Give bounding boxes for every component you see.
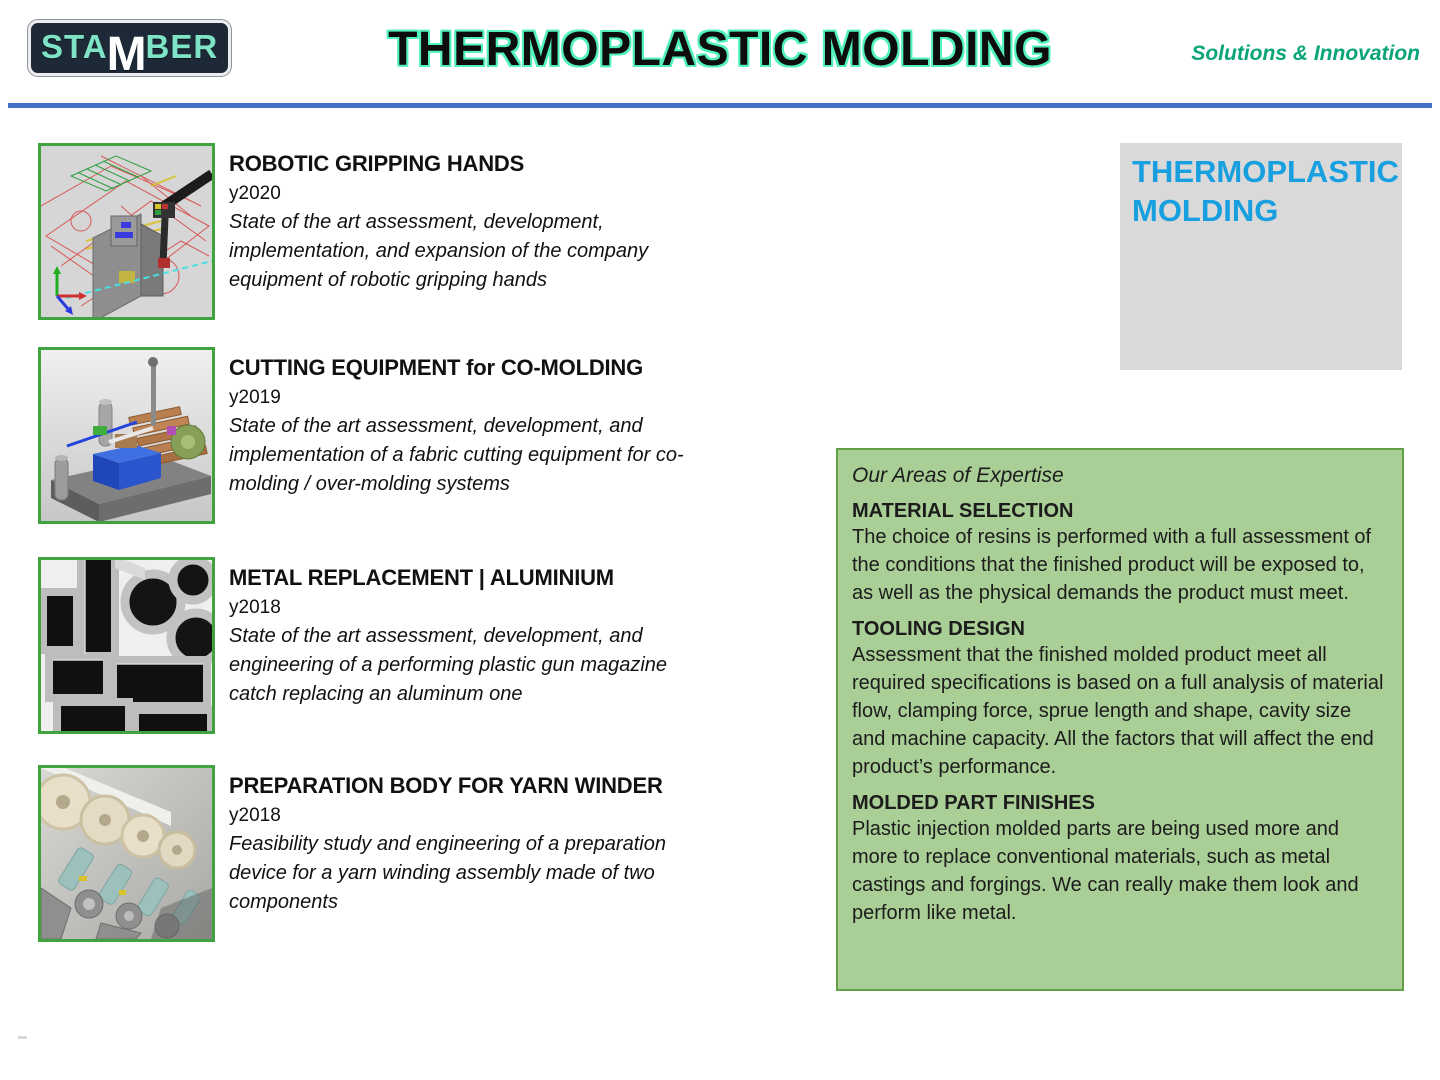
project-item-robotic-gripping-hands xyxy=(38,143,758,320)
expertise-section-molded-part-finishes xyxy=(852,792,1388,927)
project-thumbnail-metal-replacement xyxy=(38,557,215,734)
project-item-cutting-equipment xyxy=(38,347,758,524)
project-item-metal-replacement xyxy=(38,557,758,734)
project-year: y2020 xyxy=(229,183,281,204)
company-tagline: Solutions & Innovation xyxy=(1191,42,1420,65)
logo-text-left: STA xyxy=(41,28,108,65)
expertise-section-title: MOLDED PART FINISHES xyxy=(852,792,1095,814)
stray-footer-mark xyxy=(18,1036,27,1039)
expertise-section-body: The choice of resins is performed with a full assessment of the conditions that the finished product will be exposed to, as well as the physical demands the product must meet. xyxy=(852,526,1372,604)
expertise-section-title: TOOLING DESIGN xyxy=(852,618,1025,640)
robotic-cad-image xyxy=(41,146,212,317)
page-title: THERMOPLASTIC MOLDING xyxy=(388,23,1052,76)
yarn-winder-photo xyxy=(41,768,212,939)
expertise-section-body: Plastic injection molded parts are being used more and more to replace conventional materials, such as metal castings and forgings. We can really make them look and perform like metal. xyxy=(852,818,1359,924)
project-title: ROBOTIC GRIPPING HANDS xyxy=(229,151,525,176)
expertise-section-body: Assessment that the finished molded product meet all required specifications is based on a full analysis of material flow, clamping force, sprue length and shape, cavity size and machine capacity. All the factors that will affect the end product’s performance. xyxy=(852,644,1384,778)
cutting-equipment-cad-image xyxy=(41,350,212,521)
expertise-section-material-selection xyxy=(852,500,1388,607)
expertise-section-tooling-design xyxy=(852,618,1388,781)
project-description: State of the art assessment, development, and engineering of a performing plastic gun magazine catch replacing an aluminum one xyxy=(229,625,668,705)
project-description: State of the art assessment, development, implementation, and expansion of the company equipment of robotic gripping hands xyxy=(229,211,649,291)
header-divider-line xyxy=(8,103,1432,108)
expertise-heading: Our Areas of Expertise xyxy=(852,464,1064,487)
project-thumbnail-yarn-winder xyxy=(38,765,215,942)
project-text-block xyxy=(229,557,729,734)
project-description: Feasibility study and engineering of a preparation device for a yarn winding assembly made of two components xyxy=(229,833,666,913)
project-year: y2018 xyxy=(229,597,281,618)
logo-text-m: M xyxy=(106,27,147,81)
project-thumbnail-cutting-equipment xyxy=(38,347,215,524)
aluminium-profiles-photo xyxy=(41,560,212,731)
expertise-section-title: MATERIAL SELECTION xyxy=(852,500,1074,522)
logo-text-right: BER xyxy=(145,28,219,65)
project-year: y2018 xyxy=(229,805,281,826)
project-title: METAL REPLACEMENT | ALUMINIUM xyxy=(229,565,614,590)
company-logo xyxy=(28,20,231,81)
side-panel-title: THERMOPLASTIC MOLDING xyxy=(1132,154,1399,228)
project-text-block xyxy=(229,143,729,320)
expertise-panel xyxy=(836,448,1404,991)
side-panel-title-box xyxy=(1120,143,1402,370)
project-thumbnail-robotic-gripping-hands xyxy=(38,143,215,320)
project-title: CUTTING EQUIPMENT for CO-MOLDING xyxy=(229,355,644,380)
project-text-block xyxy=(229,765,729,942)
project-year: y2019 xyxy=(229,387,281,408)
stamber-logo-badge xyxy=(28,20,231,81)
project-item-yarn-winder xyxy=(38,765,758,942)
project-description: State of the art assessment, development, and implementation of a fabric cutting equipment for co-molding / over-molding systems xyxy=(229,415,684,495)
project-title: PREPARATION BODY FOR YARN WINDER xyxy=(229,773,663,798)
project-text-block xyxy=(229,347,729,524)
